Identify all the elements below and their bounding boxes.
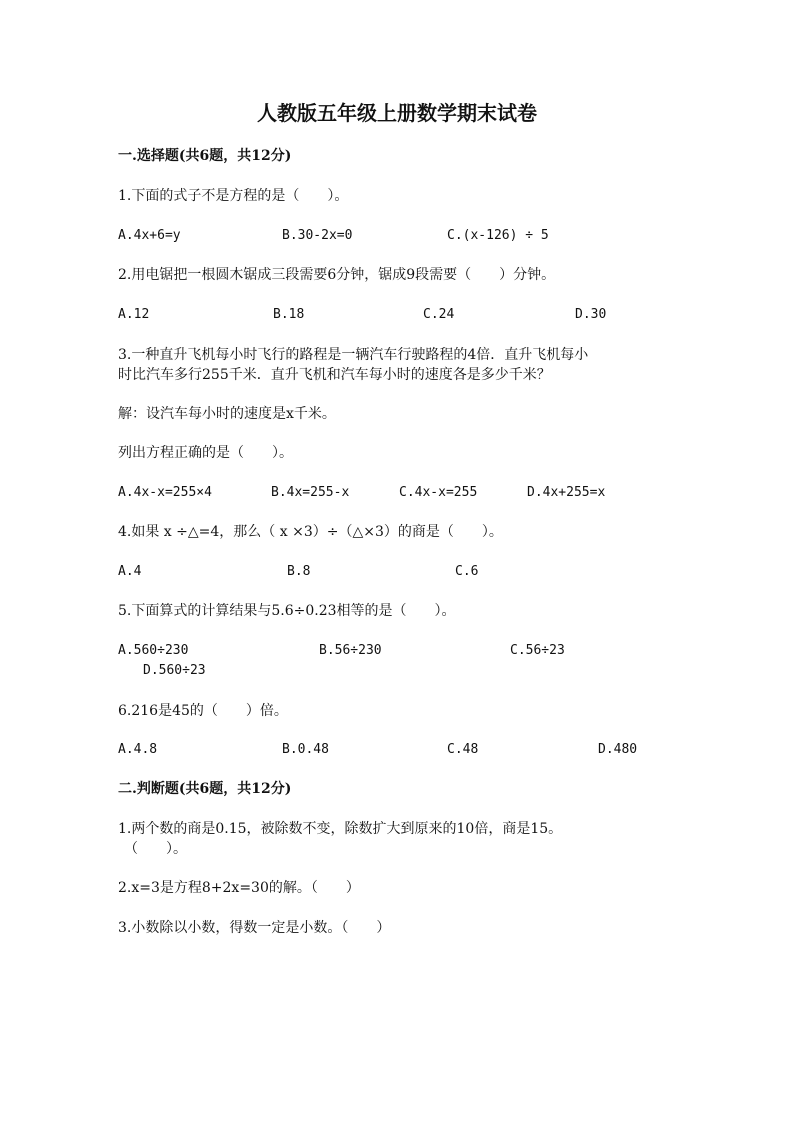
judgement-2: 2.x=3是方程8+2x=30的解。（ ） bbox=[118, 880, 360, 896]
question-3-line-2: 时比汽车多行255千米．直升飞机和汽车每小时的速度各是多少千米？ bbox=[118, 367, 551, 383]
q3-option-b: B.4x=255-x bbox=[271, 485, 350, 500]
q6-option-a: A.4.8 bbox=[118, 742, 158, 757]
q4-option-b: B.8 bbox=[287, 564, 311, 579]
q5-option-b: B.56÷230 bbox=[319, 643, 382, 658]
section-heading-choice: 一.选择题(共6题，共12分) bbox=[118, 148, 292, 164]
question-3-prompt: 列出方程正确的是（ ）。 bbox=[118, 445, 293, 461]
q2-option-b: B.18 bbox=[273, 307, 305, 322]
question-1: 1.下面的式子不是方程的是（ ）。 bbox=[118, 188, 349, 204]
q2-option-c: C.24 bbox=[423, 307, 455, 322]
question-4: 4.如果 x ÷△=4，那么（ x ×3）÷（△×3）的商是（ ）。 bbox=[118, 524, 503, 540]
question-3-solution: 解：设汽车每小时的速度是x千米。 bbox=[118, 406, 336, 422]
judgement-3: 3.小数除以小数，得数一定是小数。（ ） bbox=[118, 920, 391, 936]
q6-option-c: C.48 bbox=[447, 742, 479, 757]
q3-option-c: C.4x-x=255 bbox=[399, 485, 478, 500]
q2-option-d: D.30 bbox=[575, 307, 607, 322]
q3-option-a: A.4x-x=255×4 bbox=[118, 485, 212, 500]
q6-option-d: D.480 bbox=[598, 742, 638, 757]
page-title: 人教版五年级上册数学期末试卷 bbox=[257, 101, 537, 125]
section-heading-judgement: 二.判断题(共6题，共12分) bbox=[118, 781, 292, 797]
q1-option-b: B.30-2x=0 bbox=[282, 228, 353, 243]
question-6: 6.216是45的（ ）倍。 bbox=[118, 703, 288, 719]
q6-option-b: B.0.48 bbox=[282, 742, 329, 757]
judgement-1-line-2: （ ）。 bbox=[124, 841, 187, 857]
question-5: 5.下面算式的计算结果与5.6÷0.23相等的是（ ）。 bbox=[118, 603, 456, 619]
q3-option-d: D.4x+255=x bbox=[527, 485, 606, 500]
q5-option-c: C.56÷23 bbox=[510, 643, 565, 658]
q5-option-d: D.560÷23 bbox=[143, 663, 206, 678]
q1-option-c: C.(x-126) ÷ 5 bbox=[447, 228, 549, 243]
q5-option-a: A.560÷230 bbox=[118, 643, 189, 658]
q1-option-a: A.4x+6=y bbox=[118, 228, 181, 243]
q4-option-a: A.4 bbox=[118, 564, 142, 579]
question-3-line-1: 3.一种直升飞机每小时飞行的路程是一辆汽车行驶路程的4倍．直升飞机每小 bbox=[118, 347, 589, 363]
q4-option-c: C.6 bbox=[455, 564, 479, 579]
q2-option-a: A.12 bbox=[118, 307, 150, 322]
judgement-1-line-1: 1.两个数的商是0.15，被除数不变，除数扩大到原来的10倍，商是15。 bbox=[118, 821, 563, 837]
question-2: 2.用电锯把一根圆木锯成三段需要6分钟，锯成9段需要（ ）分钟。 bbox=[118, 267, 556, 283]
